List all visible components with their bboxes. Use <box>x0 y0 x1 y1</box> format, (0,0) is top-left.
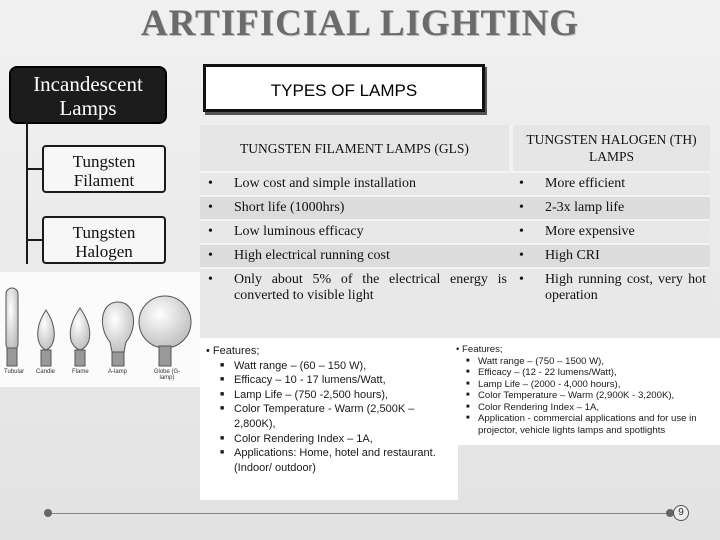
table-row <box>200 220 710 244</box>
bullet: • <box>511 172 541 196</box>
table-cell: More efficient <box>541 172 710 196</box>
list-item: ■ Color Rendering Index – 1A, <box>234 432 452 447</box>
features-list <box>456 356 716 437</box>
candle-bulb-icon <box>38 310 55 366</box>
table-cell: Short life (1000hrs) <box>230 196 511 220</box>
incandescent-lamps-node: Incandescent Lamps <box>9 66 167 124</box>
bullet: • <box>511 244 541 268</box>
table-cell: Only about 5% of the electrical energy is converted to visible light <box>230 268 511 321</box>
bullet: • <box>200 196 230 220</box>
list-item: ■ Efficacy – 10 - 17 lumens/Watt, <box>234 373 452 388</box>
bullet: • <box>511 220 541 244</box>
list-item: ■ Lamp Life – (2000 - 4,000 hours), <box>478 379 716 391</box>
table-cell: High electrical running cost <box>230 244 511 268</box>
bulb-label-candle: Candle <box>36 369 56 375</box>
features-heading-text: Features; <box>212 345 260 357</box>
filament-features-box <box>200 338 458 500</box>
bulb-types-figure <box>0 272 200 387</box>
bullet: • <box>200 172 230 196</box>
bulb-label-tubular: Tubular <box>4 369 25 375</box>
bullet: • <box>200 220 230 244</box>
tree-connector-branch <box>26 239 42 241</box>
list-item: ■ Application - commercial applications and for use in projector, vehicle lights lamps and spotlights <box>478 413 716 436</box>
types-of-lamps-box: TYPES OF LAMPS <box>203 64 485 112</box>
list-item: ■ Lamp Life – (750 -2,500 hours), <box>234 388 452 403</box>
a-lamp-bulb-icon <box>102 302 133 366</box>
list-item: ■ Watt range – (60 – 150 W), <box>234 359 452 374</box>
list-item: ■ Color Rendering Index – 1A, <box>478 402 716 414</box>
table-cell: Low luminous efficacy <box>230 220 511 244</box>
globe-bulb-icon <box>139 296 191 366</box>
features-heading-text: Features; <box>462 344 503 355</box>
bulb-label-globe: Globe (G-lamp) <box>153 369 181 381</box>
bulb-label-flame: Flame <box>72 369 89 375</box>
table-cell: Low cost and simple installation <box>230 172 511 196</box>
features-list <box>206 359 452 476</box>
halogen-features-box <box>450 338 720 445</box>
table-row <box>200 244 710 268</box>
tungsten-halogen-node: Tungsten Halogen <box>42 216 166 264</box>
slide-title: ARTIFICIAL LIGHTING <box>140 3 580 44</box>
tubular-bulb-icon <box>6 288 18 366</box>
page-number: 9 <box>673 505 689 521</box>
header-tungsten-filament: TUNGSTEN FILAMENT LAMPS (GLS) <box>200 125 511 172</box>
flame-bulb-icon <box>70 308 90 366</box>
lamp-comparison-table <box>200 125 710 321</box>
table-cell: High running cost, very hot operation <box>541 268 710 321</box>
tungsten-filament-node: Tungsten Filament <box>42 145 166 193</box>
tree-connector-branch <box>26 168 42 170</box>
table-cell: 2-3x lamp life <box>541 196 710 220</box>
table-cell: More expensive <box>541 220 710 244</box>
bullet: • <box>200 268 230 321</box>
list-item: ■ Applications: Home, hotel and restaurant. (Indoor/ outdoor) <box>234 446 452 475</box>
tree-connector <box>26 122 28 264</box>
bullet: • <box>200 244 230 268</box>
table-row <box>200 268 710 321</box>
footer-dot-icon <box>44 509 52 517</box>
bullet: • <box>511 196 541 220</box>
table-cell: High CRI <box>541 244 710 268</box>
table-header-row <box>200 125 710 172</box>
header-tungsten-halogen: TUNGSTEN HALOGEN (TH) LAMPS <box>511 125 710 172</box>
bulb-label-a-lamp: A-lamp <box>108 369 128 375</box>
list-item: ■ Watt range – (750 – 1500 W), <box>478 356 716 368</box>
features-heading: • Features; <box>456 344 503 355</box>
list-item: ■ Color Temperature – Warm (2,900K - 3,200K), <box>478 390 716 402</box>
table-row <box>200 196 710 220</box>
bullet: • <box>511 268 541 321</box>
table-row <box>200 172 710 196</box>
features-heading: • Features; <box>206 345 260 357</box>
list-item: ■ Color Temperature - Warm (2,500K – 2,800K), <box>234 402 452 431</box>
list-item: ■ Efficacy – (12 - 22 lumens/Watt), <box>478 367 716 379</box>
footer-line <box>48 513 674 514</box>
